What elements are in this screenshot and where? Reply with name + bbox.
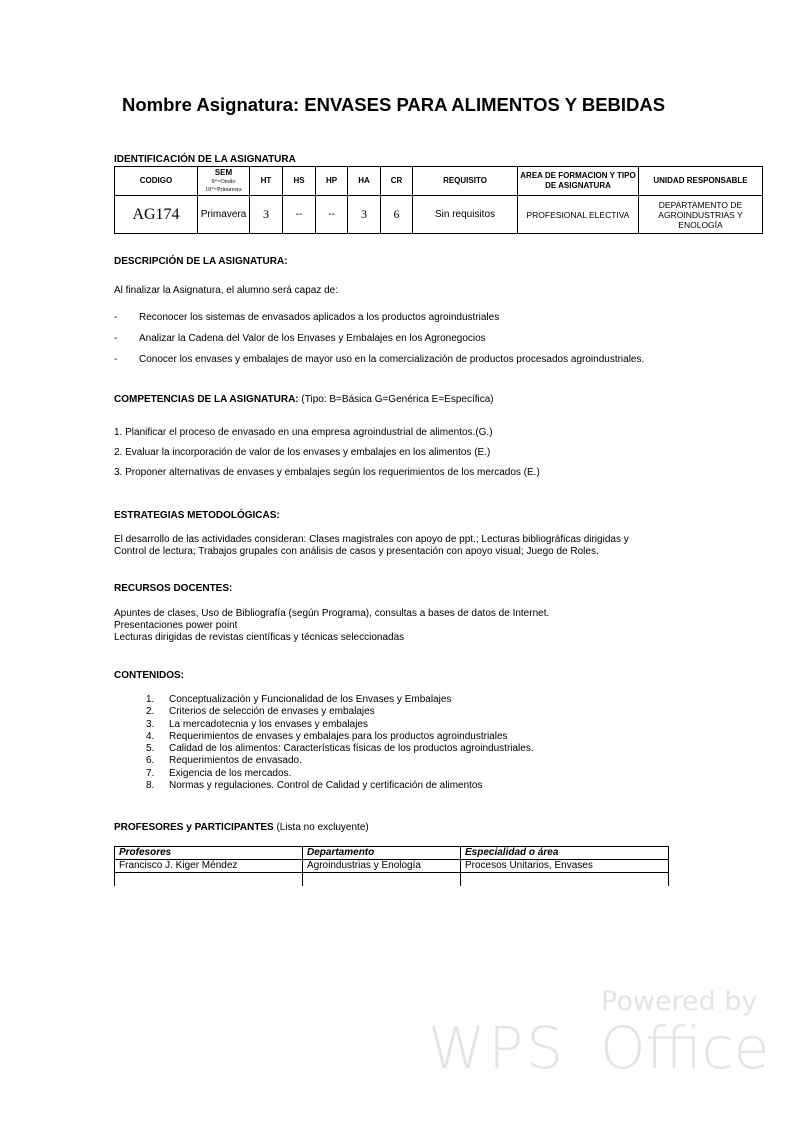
col-requisito: REQUISITO xyxy=(413,167,518,196)
professors-title: PROFESORES y PARTICIPANTES xyxy=(114,822,274,833)
cell-especialidad: Procesos Unitarios, Envases xyxy=(461,860,669,873)
cell-empty xyxy=(461,873,669,887)
resources-line: Presentaciones power point xyxy=(114,620,238,631)
competencies-heading xyxy=(114,394,494,405)
cell-sem: Primavera xyxy=(198,196,250,234)
list-item-text: Normas y regulaciones. Control de Calidad y certificación de alimentos xyxy=(169,780,483,792)
list-item-text: Calidad de los alimentos: Características físicas de los productos agroindustriales. xyxy=(169,743,534,755)
col-sem-label: SEM xyxy=(214,168,233,177)
col-cr: CR xyxy=(381,167,413,196)
cell-profesor: Francisco J. Kiger Méndez xyxy=(115,860,303,873)
professors-header-row xyxy=(115,847,669,860)
table-row xyxy=(115,860,669,873)
identification-header-row xyxy=(115,167,763,196)
cell-requisito: Sin requisitos xyxy=(413,196,518,234)
competencies-type-note: (Tipo: B=Básica G=Genérica E=Específica) xyxy=(301,394,494,405)
cell-ht: 3 xyxy=(250,196,283,234)
competency-item: 1. Planificar el proceso de envasado en una empresa agroindustrial de alimentos.(G.) xyxy=(114,427,493,438)
watermark-powered-by: Powered by xyxy=(601,986,758,1017)
cell-empty xyxy=(303,873,461,887)
resources-line: Apuntes de clases, Uso de Bibliografía (según Programa), consultas a bases de datos de Internet. xyxy=(114,608,550,619)
cell-cr: 6 xyxy=(381,196,413,234)
list-item-text: Conceptualización y Funcionalidad de los Envases y Embalajes xyxy=(169,694,452,705)
cell-unidad: DEPARTAMENTO DE AGROINDUSTRIAS Y ENOLOGÍA xyxy=(639,196,763,234)
col-ht: HT xyxy=(250,167,283,196)
cell-codigo: AG174 xyxy=(115,196,198,234)
cell-ha: 3 xyxy=(348,196,381,234)
description-heading: DESCRIPCIÓN DE LA ASIGNATURA: xyxy=(114,256,288,267)
col-unidad: UNIDAD RESPONSABLE xyxy=(639,167,763,196)
professors-table xyxy=(114,846,669,886)
strategies-line-2: Control de lectura; Trabajos grupales con análisis de casos y presentación con apoyo visual; Juego de Roles. xyxy=(114,546,599,557)
list-item xyxy=(146,706,534,718)
resources-heading: RECURSOS DOCENTES: xyxy=(114,583,233,594)
list-number: 8. xyxy=(146,780,155,792)
list-item-text: Criterios de selección de envases y embalajes xyxy=(169,706,375,718)
cell-hp: -- xyxy=(316,196,348,234)
col-sem-sub2: 10°=Primavera xyxy=(205,187,242,193)
strategies-heading: ESTRATEGIAS METODOLÓGICAS: xyxy=(114,510,280,521)
list-dash: - xyxy=(114,333,118,344)
strategies-line-1: El desarrollo de las actividades consideran: Clases magistrales con apoyo de ppt.; Lecturas bibliográficas dirigidas y xyxy=(114,534,629,545)
list-item xyxy=(146,731,534,743)
list-item xyxy=(114,354,644,375)
col-area: AREA DE FORMACION Y TIPO DE ASIGNATURA xyxy=(518,167,639,196)
col-sem-sub1: 9°=Otoño xyxy=(211,179,236,185)
list-item xyxy=(146,768,534,780)
description-list xyxy=(114,312,644,375)
watermark-office: Office xyxy=(600,1014,770,1082)
list-item-text: Analizar la Cadena del Valor de los Envases y Embalajes en los Agronegocios xyxy=(139,333,486,344)
col-profesores: Profesores xyxy=(115,847,303,860)
page-title: Nombre Asignatura: ENVASES PARA ALIMENTOS Y BEBIDAS xyxy=(122,94,666,115)
description-intro: Al finalizar la Asignatura, el alumno será capaz de: xyxy=(114,285,339,296)
contents-heading: CONTENIDOS: xyxy=(114,670,184,681)
professors-note: (Lista no excluyente) xyxy=(276,822,369,833)
competencies-title: COMPETENCIAS DE LA ASIGNATURA: xyxy=(114,394,299,405)
identification-table xyxy=(114,166,763,234)
list-item xyxy=(114,333,644,354)
list-item xyxy=(114,312,644,333)
table-row-empty xyxy=(115,873,669,887)
list-number: 3. xyxy=(146,718,155,730)
list-item-text: La mercadotecnia y los envases y embalajes xyxy=(169,718,368,730)
list-number: 7. xyxy=(146,767,155,779)
list-item-text: Requerimientos de envasado. xyxy=(169,755,302,767)
cell-departamento: Agroindustrias y Enología xyxy=(303,860,461,873)
competency-item: 3. Proponer alternativas de envases y embalajes según los requerimientos de los mercados (E.) xyxy=(114,467,540,478)
col-departamento: Departamento xyxy=(303,847,461,860)
identification-heading: IDENTIFICACIÓN DE LA ASIGNATURA xyxy=(114,154,296,165)
list-dash: - xyxy=(114,312,118,323)
watermark-wps-logo: WPS xyxy=(428,1014,567,1082)
list-item xyxy=(146,719,534,731)
list-item-text: Exigencia de los mercados. xyxy=(169,767,292,779)
col-hs: HS xyxy=(283,167,316,196)
col-codigo: CODIGO xyxy=(115,167,198,196)
list-number: 2. xyxy=(146,706,155,718)
contents-list xyxy=(146,694,534,792)
identification-data-row xyxy=(115,196,763,234)
cell-hs: -- xyxy=(283,196,316,234)
resources-line: Lecturas dirigidas de revistas científicas y técnicas seleccionadas xyxy=(114,632,405,643)
list-number: 4. xyxy=(146,730,155,742)
list-item xyxy=(146,694,534,706)
list-dash: - xyxy=(114,354,118,365)
list-item xyxy=(146,743,534,755)
col-especialidad: Especialidad o área xyxy=(461,847,669,860)
professors-heading xyxy=(114,822,369,833)
list-item-text: Conocer los envases y embalajes de mayor uso en la comercialización de productos procesados agroindustriales. xyxy=(139,354,645,365)
list-number: 6. xyxy=(146,755,155,767)
col-sem xyxy=(198,167,250,196)
competency-item: 2. Evaluar la incorporación de valor de los envases y embalajes en los alimentos (E.) xyxy=(114,447,491,458)
cell-empty xyxy=(115,873,303,887)
list-number: 1. xyxy=(146,694,155,705)
list-item-text: Reconocer los sistemas de envasados aplicados a los productos agroindustriales xyxy=(139,312,500,323)
list-number: 5. xyxy=(146,743,155,755)
list-item xyxy=(146,755,534,767)
list-item xyxy=(146,780,534,792)
col-ha: HA xyxy=(348,167,381,196)
list-item-text: Requerimientos de envases y embalajes para los productos agroindustriales xyxy=(169,730,508,742)
cell-area: PROFESIONAL ELECTIVA xyxy=(518,196,639,234)
col-hp: HP xyxy=(316,167,348,196)
